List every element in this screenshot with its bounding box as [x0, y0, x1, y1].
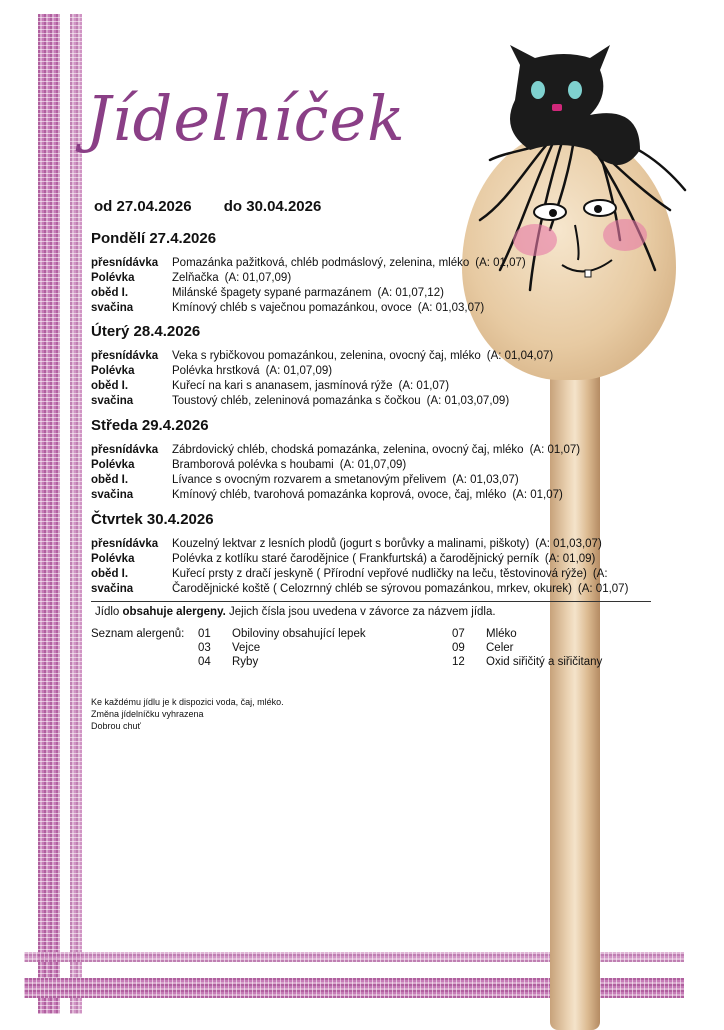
meal-label: svačina: [91, 395, 134, 407]
ribbon-left-outer: [38, 14, 60, 1014]
allergen-list-label: Seznam alergenů:: [91, 628, 185, 640]
meal-allergens: (A: 01,07): [529, 444, 581, 456]
allergen-note-suffix: Jejich čísla jsou uvedena v závorce za názvem jídla.: [225, 606, 496, 618]
meal-food: Kouzelný lektvar z lesních plodů (jogurt s borůvky a malinami, piškoty): [172, 538, 530, 550]
footer-line: Dobrou chuť: [91, 721, 141, 731]
meal-row: [91, 394, 509, 408]
meal-allergens: (A: 01,03,07): [535, 538, 602, 550]
meal-allergens: (A: 01,07): [475, 257, 526, 269]
meal-allergens: (A: 01,03,07): [452, 474, 519, 486]
meal-allergens: (A: 01,07): [577, 583, 629, 595]
page-title: Jídelníček: [86, 82, 406, 155]
meal-row: [91, 443, 580, 457]
meal-allergens: (A: 01,07,12): [377, 287, 444, 299]
meal-allergens: (A: 01,07): [398, 380, 450, 392]
meal-food: Milánské špagety sypané parmazánem: [172, 287, 372, 299]
meal-label: přesnídávka: [91, 350, 159, 362]
meal-label: oběd I.: [91, 568, 129, 580]
allergen-code: 01: [198, 628, 211, 640]
meal-food: Lívance s ovocným rozvarem a smetanovým přelivem: [172, 474, 447, 486]
meal-food: Kmínový chléb s vaječnou pomazánkou, ovoce: [172, 302, 412, 314]
meal-row: [91, 271, 291, 285]
meal-row: [91, 286, 444, 300]
meal-row: [91, 552, 595, 566]
allergen-name: Ryby: [232, 656, 259, 668]
meal-label: Polévka: [91, 553, 135, 565]
meal-row: [91, 458, 406, 472]
meal-food: Zábrdovický chléb, chodská pomazánka, zelenina, ovocný čaj, mléko: [172, 444, 524, 456]
date-from: od 27.04.2026: [94, 198, 192, 215]
witch-face-icon: [440, 40, 700, 340]
meal-label: Polévka: [91, 365, 135, 377]
allergen-note-prefix: Jídlo: [95, 606, 123, 618]
allergen-name: Obiloviny obsahující lepek: [232, 628, 366, 640]
day-heading: Úterý 28.4.2026: [91, 323, 201, 340]
meal-label: svačina: [91, 583, 134, 595]
meal-allergens: (A: 01,07,09): [339, 459, 407, 471]
meal-row: [91, 582, 628, 596]
meal-food: Polévka hrstková: [172, 365, 260, 377]
meal-label: oběd I.: [91, 380, 129, 392]
meal-row: [91, 379, 449, 393]
divider: [91, 601, 651, 602]
meal-allergens: (A: 01,04,07): [486, 350, 554, 362]
meal-allergens: (A: 01,03,07,09): [426, 395, 510, 407]
allergen-code: 04: [198, 656, 211, 668]
meal-row: [91, 567, 608, 581]
allergen-name: Mléko: [486, 628, 517, 640]
meal-label: přesnídávka: [91, 538, 159, 550]
allergen-name: Celer: [486, 642, 514, 654]
meal-allergens: (A: 01,07,09): [265, 365, 333, 377]
meal-row: [91, 537, 602, 551]
meal-row: [91, 364, 332, 378]
meal-row: [91, 488, 563, 502]
allergen-code: 12: [452, 656, 465, 668]
allergen-name: Vejce: [232, 642, 261, 654]
meal-row: [91, 301, 484, 315]
meal-label: svačina: [91, 489, 134, 501]
allergen-code: 09: [452, 642, 465, 654]
meal-row: [91, 256, 526, 270]
allergen-code: 07: [452, 628, 465, 640]
meal-label: svačina: [91, 302, 134, 314]
meal-label: přesnídávka: [91, 257, 159, 269]
meal-allergens: (A: 01,03,07): [417, 302, 485, 314]
meal-label: oběd I.: [91, 474, 129, 486]
allergen-note-bold: obsahuje alergeny.: [122, 606, 226, 618]
meal-label: Polévka: [91, 272, 135, 284]
cat-icon: [510, 45, 640, 165]
meal-label: oběd I.: [91, 287, 129, 299]
ribbon-left-inner: [70, 14, 82, 1014]
meal-food: Zelňačka: [172, 272, 219, 284]
meal-food: Čarodějnické koště ( Celozrnný chléb se sýrovou pomazánkou, mrkev, okurek): [172, 583, 572, 595]
meal-food: Polévka z kotlíku staré čarodějnice ( Frankfurtská) a čarodějnický perník: [172, 553, 539, 565]
meal-row: [91, 349, 553, 363]
date-to: do 30.04.2026: [223, 198, 322, 215]
meal-allergens: (A: 01,09): [544, 553, 596, 565]
allergen-name: Oxid siřičitý a siřičitany: [486, 656, 603, 668]
meal-food: Bramborová polévka s houbami: [172, 459, 334, 471]
meal-allergens: (A: 01,07): [512, 489, 563, 501]
meal-food: Veka s rybičkovou pomazánkou, zelenina, ovocný čaj, mléko: [172, 350, 481, 362]
meal-food: Kmínový chléb, tvarohová pomazánka koprová, ovoce, čaj, mléko: [172, 489, 507, 501]
meal-food: Kuřecí na kari s ananasem, jasmínová rýže: [172, 380, 393, 392]
meal-food: Toustový chléb, zeleninová pomazánka s čočkou: [172, 395, 421, 407]
date-range: [94, 198, 349, 215]
meal-row: [91, 473, 519, 487]
day-heading: Čtvrtek 30.4.2026: [91, 511, 214, 528]
day-heading: Pondělí 27.4.2026: [91, 230, 217, 247]
meal-food: Kuřecí prsty z dračí jeskyně ( Přírodní vepřové nudličky na leču, těstovinová rýže): [172, 568, 587, 580]
allergen-code: 03: [198, 642, 211, 654]
meal-allergens: (A: 01,07,09): [224, 272, 292, 284]
meal-food: Pomazánka pažitková, chléb podmáslový, zelenina, mléko: [172, 257, 470, 269]
meal-label: Polévka: [91, 459, 135, 471]
footer-line: Ke každému jídlu je k dispozici voda, čaj, mléko.: [91, 697, 284, 707]
meal-allergens: (A:: [592, 568, 608, 580]
day-heading: Středa 29.4.2026: [91, 417, 209, 434]
meal-label: přesnídávka: [91, 444, 159, 456]
footer-line: Změna jídelníčku vyhrazena: [91, 709, 204, 719]
allergen-note: [95, 606, 496, 618]
